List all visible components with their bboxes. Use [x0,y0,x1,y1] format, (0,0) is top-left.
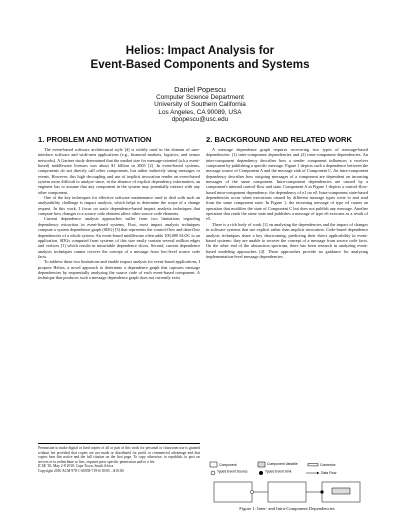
venue-line: ICSE '10, May 2-8 2010, Cape Town, South Africa [38,464,114,468]
section-1-paragraph-2: One of the key techniques for effective software maintenance used to deal with such an analyzability challenge is impact analysis, which helps to determine the scope of a change request. In this work, I focus on static dependence-based impact analysis techniques that compute how changes to a source code element affect other source code elements. [38,195,200,217]
author-email: dpopescu@usc.edu [171,116,229,124]
author-university: University of Southern California [154,101,246,109]
component-b-box [268,482,306,502]
section-2-paragraph-1: A message dependence graph requires recovering two types of message-based dependencies: (1) inter-component dependencies and (2) intra-component dependencies. An inter-component dependency describes how a sender component influences a receiver component by publishing a specific message. Figure 1 depicts such a dependence between the message source of Component A and the message sink of Component C. An intra-component dependency describes how outgoing messages of a component are dependent on incoming messages of the same component. Intra-component dependencies are caused by a component's internal control-flow and state. Component A in Figure 1 depicts a control-flow-based intra-component dependency: the dependency of e1 on e0. Intra-component state-based dependencies occur when executions caused by different message types write to and read from the same component state. In Figure 1, the incoming message of type e4 causes an operation that modifies the state of Component C but does not publish any message. Another operation that reads the same state and publishes a message of type e6 executes as a result of e5. [206,147,368,222]
section-1-paragraph-3: Current dependence analysis approaches suffer from two limitations regarding dependency extraction in event-based systems. First, most impact analysis techniques compute a system dependence graph (SDG) [3] that represents the control-flow and data-flow dependencies of a whole system. An event-based middleware often adds 100,000 SLOC to an application. SDGs computed from systems of this size easily contain several million edges and vertices [1] which results in intractable dependence slices. Second, current dependence analysis techniques cannot recover the concept of a message from low-level source code facts. [38,216,200,259]
title-line-2: Event-Based Components and Systems [90,58,310,71]
copyright-line: Copyright 2010 ACM 978-1-60558-719-6/10/05 ...$10.00. [38,468,125,473]
component-c-state-box [332,488,350,494]
section-1-paragraph-1: The event-based software architectural style [4] is widely used in the domain of user-interface software and wide-area applications (e.g., financial markets, logistics, and sensor networks). A Gartner study determined that the market size for message-oriented (a.k.a event-based) middleware licenses was about $1 billion in 2005 [2]. In event-based systems, components do not directly call other components, but rather indirectly using messages or events. However, this high decoupling and use of implicit invocation render an event-based system more difficult to analyze since, in the absence of explicit dependency information, an engineer has to assume that any component in the system may potentially interact with any other component. [38,147,200,195]
legend-source-label: Typed Event Source [217,469,248,474]
legend-flow-label: Data Flow [321,471,337,475]
legend-sink-label: Typed Event Sink [265,469,292,474]
figure-1-diagram [206,460,368,507]
author-city: Los Angeles, CA 90089, USA [158,108,242,116]
component-a-source-icon [250,490,253,493]
legend-connector-label: Connector [320,463,336,467]
section-2-heading: 2. BACKGROUND AND RELATED WORK [206,135,352,144]
section-1-paragraph-4: To address these two limitations and enable impact analysis for event-based applications, I propose Helios, a novel approach to determine a dependence graph that captures message dependencies by sequentially analyzing the source code of each event-based component. A technique that produces such a message dependence graph does not currently exist. [38,259,200,281]
left-column [38,135,200,281]
component-diagram [214,482,360,502]
data-flow-arrowhead-icon [317,472,319,474]
title-line-1: Helios: Impact Analysis for [125,44,275,57]
variable-legend-box [258,462,265,467]
component-a-box [214,482,252,502]
right-column [206,135,368,259]
legend-component-label: Component [219,463,237,467]
paper-title [0,44,400,72]
figure-1-caption: Figure 1: Inter- and Intra-Component Dependencies [239,506,335,511]
author-department: Computer Science Department [156,93,244,101]
component-legend-box [210,462,217,467]
event-source-icon [211,471,215,475]
legend [210,462,337,475]
author-name: Daniel Popescu [174,85,226,94]
event-sink-icon [259,471,263,475]
permission-notice: Permission to make digital or hard copies of all or part of this work for personal or classroom use is granted without fee provided that copies are not made or distributed for profit or commercial advantage and that copies bear this notice and the full citation on the first page. To copy otherwise, to republish, to post on servers or to redistribute to lists, requires prior specific permission and/or a fee. [38,446,200,464]
section-1-heading: 1. PROBLEM AND MOTIVATION [38,135,152,144]
component-c-sink-icon [320,490,323,493]
connector-legend-box [308,464,318,466]
legend-variable-label: Component Variable [267,462,298,466]
section-2-paragraph-2: There is a rich body of work [1] on analyzing the dependencies and the impact of changes in software systems that use explicit rather than implicit invocation. Code-based dependence analysis techniques share a key shortcoming, predicting their direct applicability in event-based systems: they are unable to recover the concept of a message from source code facts. On the other end of the abstraction spectrum, there has been research in analyzing event-based modeling approaches [4]. Those approaches provide no guidance for analyzing implementation-level message dependencies. [206,221,368,259]
author-block [0,86,400,124]
permission-block [38,443,200,473]
